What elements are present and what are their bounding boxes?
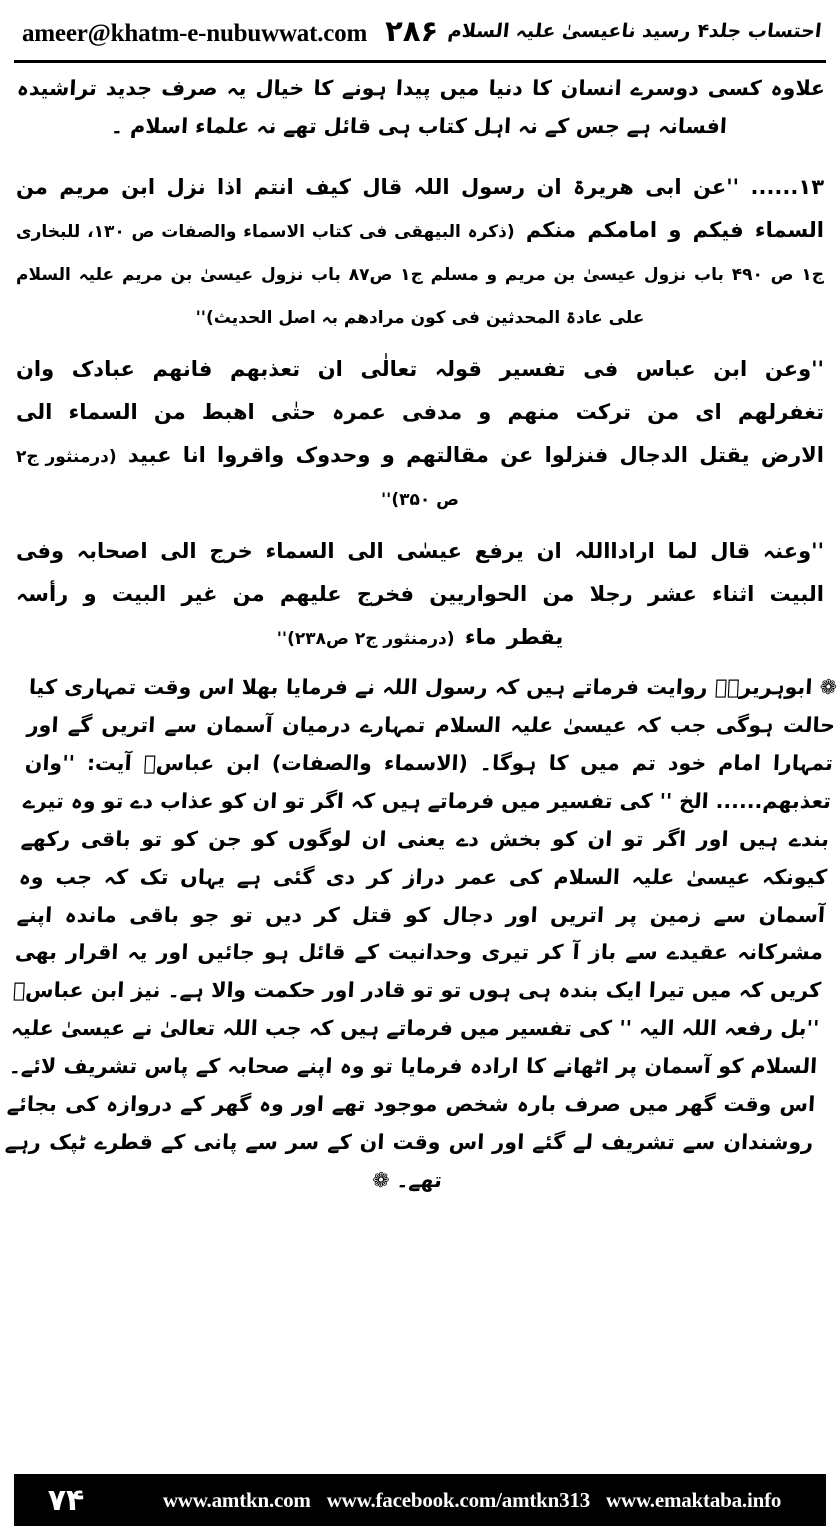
paragraph-ibn-abbas-2 — [16, 530, 824, 659]
hadith-13-text: ''عن ابی ھریرۃ ان رسول اللہ قال کیف انتم اذا نزل ابن مریم من السماء فیکم و امامکم منکم — [16, 174, 824, 242]
footer-page-box — [14, 1474, 118, 1526]
hadith-13-source: (ذکرہ البیھقی فی کتاب الاسماء والصفات ص ۱۳۰، للبخاری ج۱ ص ۴۹۰ باب نزول عیسیٰ بن مریم و مسلم ج۱ ص۸۷ باب نزول عیسیٰ بن مریم علیہ السلام علی عادۃ المحدثین فی کون مرادھم بہ اصل الحدیث)'' — [16, 221, 824, 328]
footer-page-number: ۷۴ — [47, 1482, 85, 1518]
page-header — [0, 0, 840, 62]
ibn-abbas-2-text: ''وعنہ قال لما ارادااللہ ان یرفع عیسٰی الی السماء خرج الی اصحابہ وفی البیت اثناء عشر رجلا من الحواریین فخرج علیھم من غیر البیت و رأسہ یقطر ماء — [16, 539, 824, 650]
paragraph-intro: علاوہ کسی دوسرے انسان کا دنیا میں پیدا ہونے کا خیال یہ صرف جدید تراشیدہ افسانہ ہے جس کے نہ اہل کتاب ہی قائل تھے نہ علماء اسلام ۔ — [16, 76, 826, 138]
header-divider — [14, 60, 826, 63]
footer-links — [118, 1474, 826, 1526]
ibn-abbas-2-source: (درمنثور ج۲ ص۲۳۸)'' — [276, 629, 455, 650]
item-number-13: ۱۳...... — [750, 174, 825, 199]
paragraph-ibn-abbas-1 — [16, 348, 824, 520]
ibn-abbas-1-source: (درمنثور ج۲ ص ۳۵۰)'' — [16, 447, 460, 511]
header-book-title: احتساب جلد۴ رسید ناعیسیٰ علیہ السلام — [447, 20, 824, 42]
page-footer — [0, 1454, 840, 1540]
spacer — [16, 150, 824, 156]
footer-link-facebook[interactable]: www.facebook.com/amtkn313 — [326, 1487, 591, 1512]
paragraph-hadith-13 — [16, 166, 824, 338]
footer-link-emaktaba[interactable]: www.emaktaba.info — [606, 1487, 782, 1512]
footer-link-website[interactable]: www.amtkn.com — [162, 1487, 311, 1512]
page-body — [4, 70, 838, 1448]
header-left-group — [22, 14, 438, 48]
paragraph-commentary: ❁ ابوہریرہؓ روایت فرماتے ہیں کہ رسول اللہ نے فرمایا بھلا اس وقت تمہاری کیا حالت ہوگی جب کہ عیسیٰ علیہ السلام تمہارے درمیان آسمان سے اتریں گے اور تمہارا امام خود تم میں کا ہوگا۔ (الاسماء والصفات) ابن عباسؓ آیت: ''وان تعذبھم...... الخ '' کی تفسیر میں فرماتے ہیں کہ اگر تو ان کو عذاب دے تو وہ تیرے بندے ہیں اور اگر تو ان کو بخش دے یعنی ان لوگوں کو جن کو تو باقی رکھے کیونکہ عیسیٰ علیہ السلام کی عمر دراز کر دی گئی ہے یہاں تک کہ جب وہ آسمان سے زمین پر اتریں اور دجال کو قتل کر دیں تو جو باقی ماندہ اپنے مشرکانہ عقیدے سے باز آ کر تیری وحدانیت کے قائل ہو جائیں اور یہ اقرار بھی کریں کہ میں تیرا ایک بندہ ہی ہوں تو تو قادر اور حکمت والا ہے۔ نیز ابن عباسؓ ''بل رفعہ اللہ الیہ '' کی تفسیر میں فرماتے ہیں کہ جب اللہ تعالیٰ نے عیسیٰ علیہ السلام کو آسمان پر اٹھانے کا ارادہ فرمایا تو وہ اپنے صحابہ کے پاس تشریف لائے۔ اس وقت گھر میں صرف بارہ شخص موجود تھے اور وہ گھر کے دروازہ کی بجائے روشندان سے تشریف لے گئے اور اس وقت ان کے سر سے پانی کے قطرے ٹپک رہے تھے۔ ❁ — [4, 675, 838, 1193]
ibn-abbas-1-text: ''وعن ابن عباس فی تفسیر قولہ تعالٰی ان تعذبھم فانھم عبادک وان تغفرلھم ای من ترکت منھم و مدفی عمرہ حتٰی اھبط من السماء الی الارض یقتل الدجال فنزلوا عن مقالتھم و وحدوک واقروا انا عبید — [16, 357, 824, 468]
header-page-number: ۲۸۶ — [385, 14, 439, 48]
header-email: ameer@khatm-e-nubuwwat.com — [22, 20, 368, 47]
